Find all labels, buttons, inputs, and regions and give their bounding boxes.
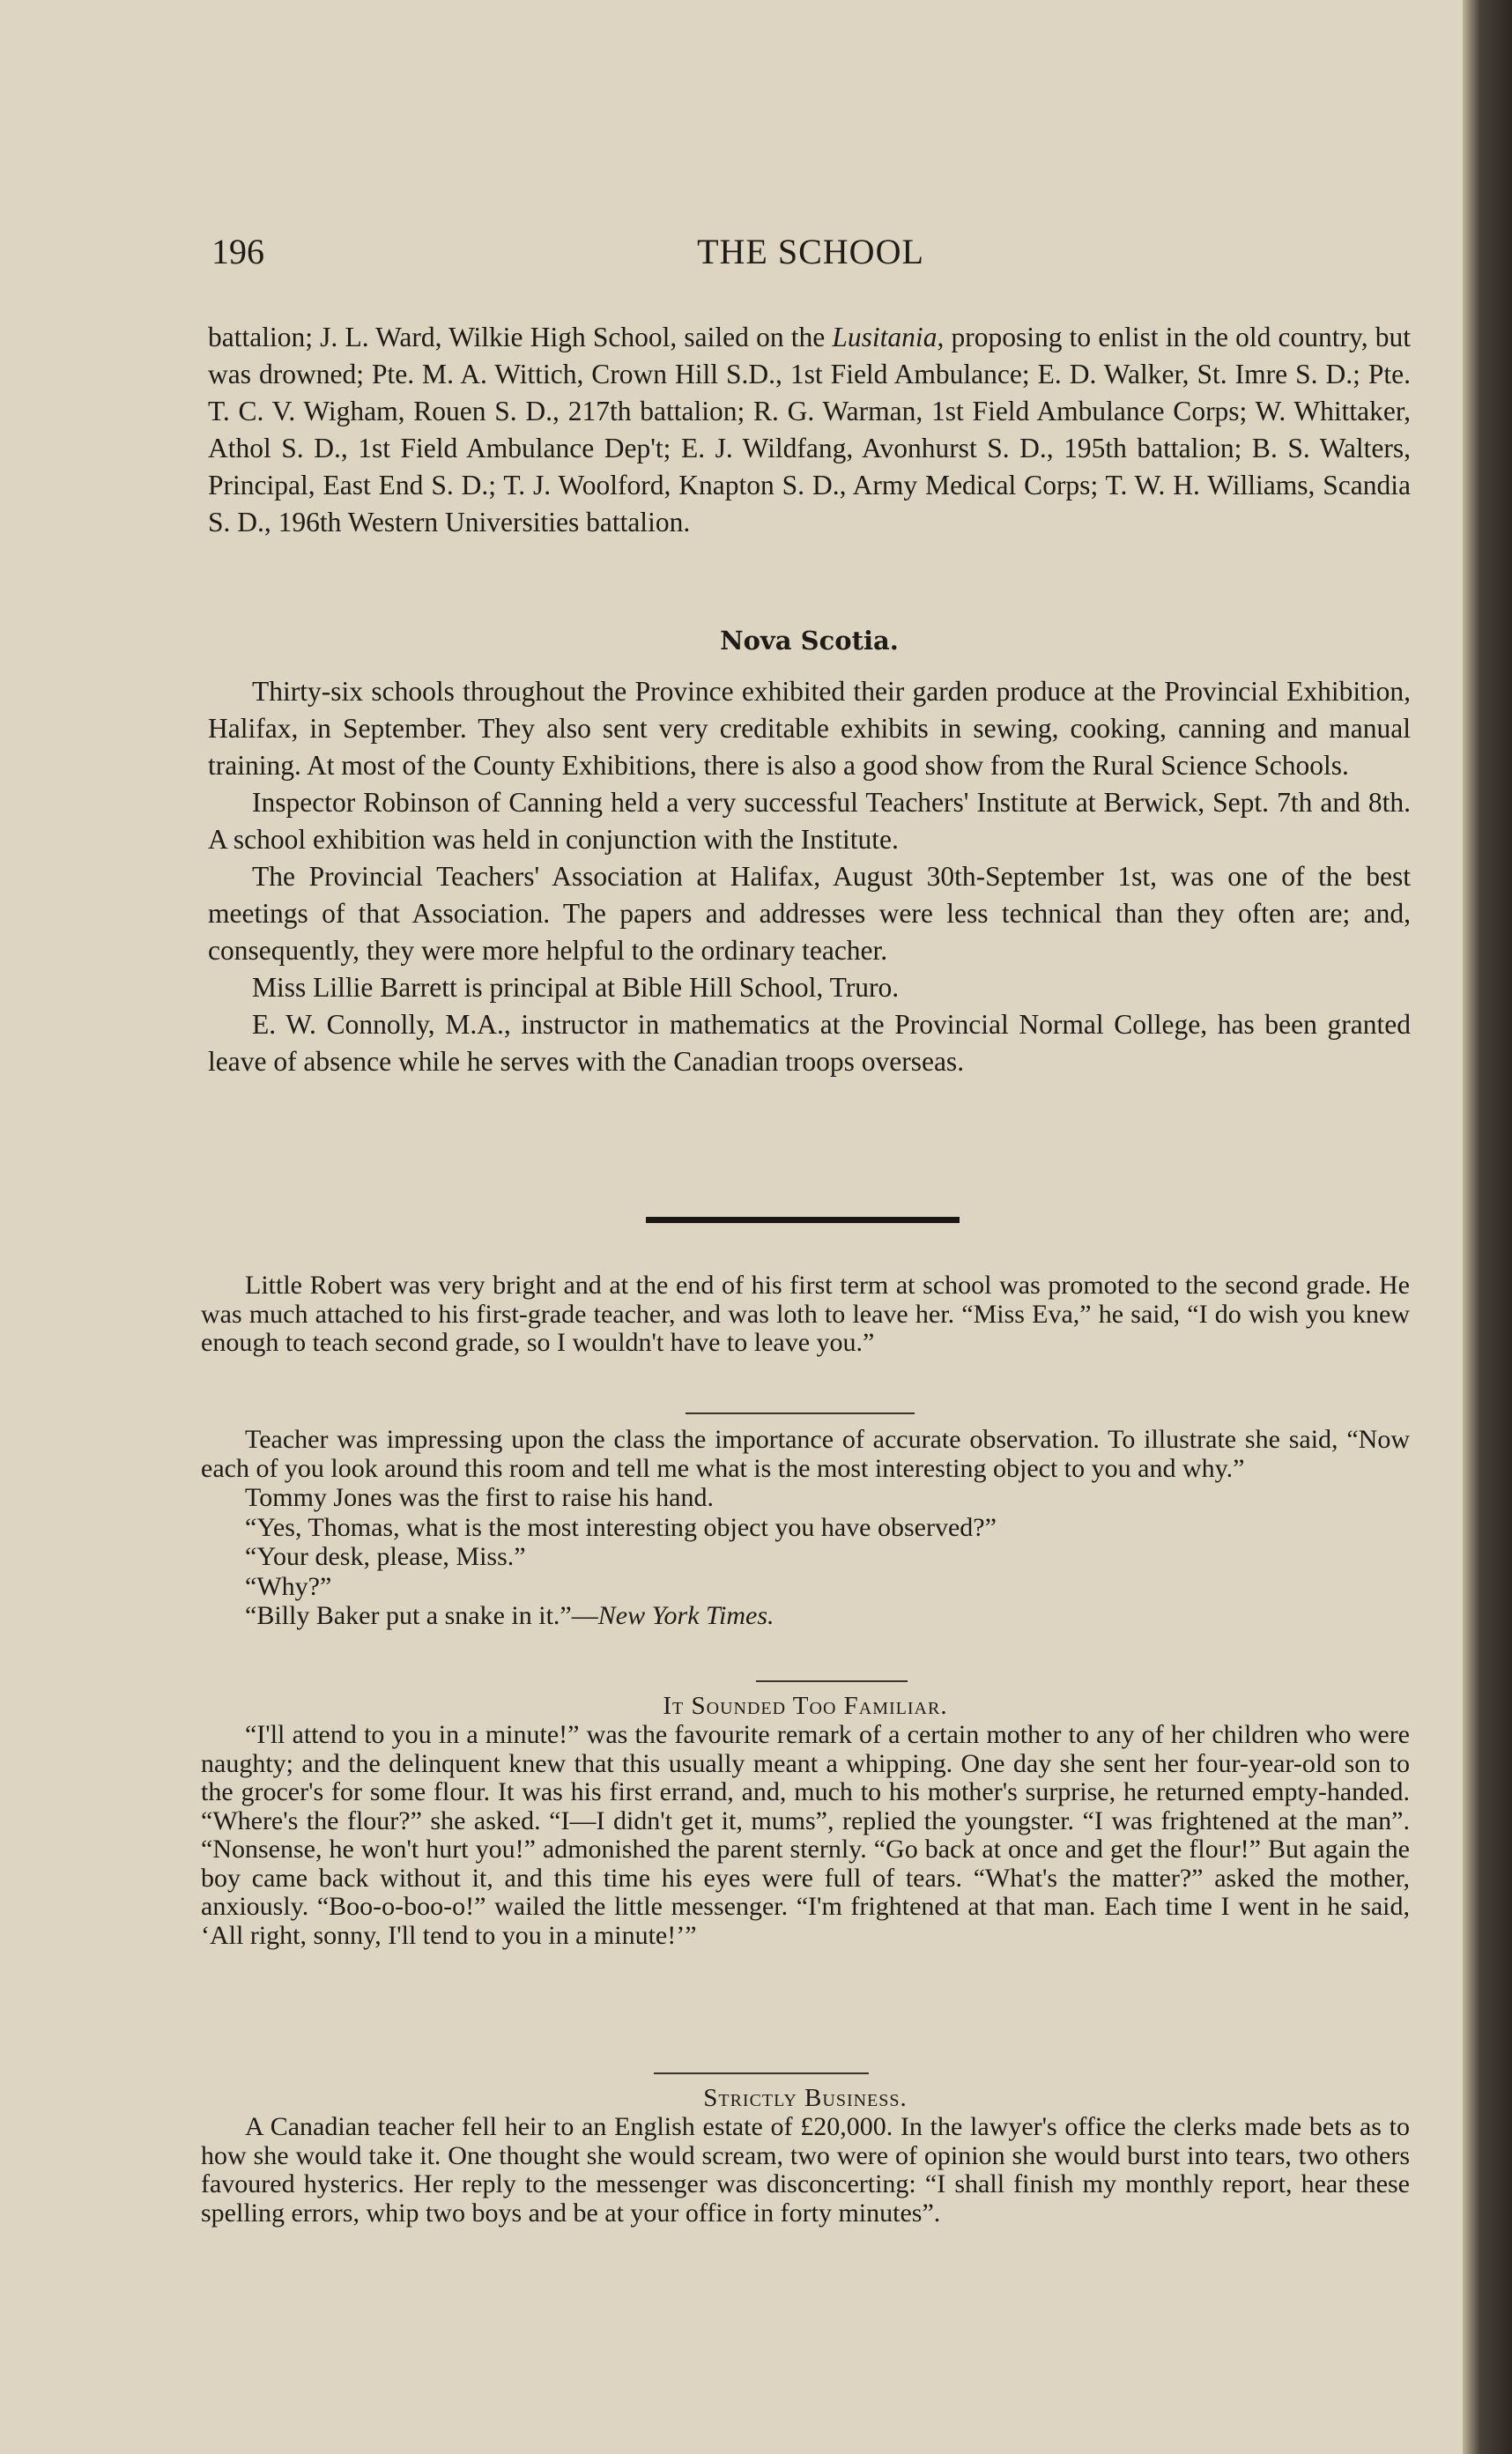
section-divider xyxy=(646,1217,960,1223)
dialogue-line: “Why?” xyxy=(245,1571,332,1601)
anecdote-little-robert xyxy=(201,1271,1410,1358)
anecdote-observation xyxy=(201,1426,1410,1631)
ns-paragraph: Thirty-six schools throughout the Province exhibited their garden produce at the Provincial Exhibition, Halifax, in September. They also sent very creditable exhibits in sewing, cooking, canning and manual training. At most of the County Exhibitions, there is also a good show from the Rural Science Schools. xyxy=(208,676,1411,781)
continuation-paragraph: battalion; J. L. Ward, Wilkie High School, sailed on the Lusitania, proposing to enlist in the old country, but was drowned; Pte. M. A. Wittich, Crown Hill S.D., 1st Field Ambulance; E. D. Walker, St. Imre S. D.; Pte. T. C. V. Wigham, Rouen S. D., 217th battalion; R. G. Warman, 1st Field Ambulance Corps; W. Whittaker, Athol S. D., 1st Field Ambulance Dep't; E. J. Wildfang, Avonhurst S. D., 195th battalion; B. S. Walters, Principal, East End S. D.; T. J. Woolford, Knapton S. D., Army Medical Corps; T. W. H. Williams, Scandia S. D., 196th Western Universities battalion. xyxy=(208,322,1411,538)
source-citation: New York Times. xyxy=(597,1601,775,1630)
dialogue-text: “Billy Baker put a snake in it.”— xyxy=(245,1601,598,1630)
book-spine-shadow xyxy=(1463,0,1512,2454)
continuation-block xyxy=(208,319,1411,541)
journal-title: THE SCHOOL xyxy=(697,232,924,271)
anecdote-divider xyxy=(654,2072,869,2074)
anecdote-divider xyxy=(756,1680,908,1682)
anecdote-divider xyxy=(686,1412,915,1414)
anecdote-text: “I'll attend to you in a minute!” was the favourite remark of a certain mother to any of her children who were naughty; and the delinquent knew that this usually meant a whipping. One day she sent her four-year-old son to the grocer's for some flour. It was his first errand, and, much to his mother's surprise, he returned empty-handed. “Where's the flour?” she asked. “I—I didn't get it, mums”, replied the youngster. “I was frightened at the man”. “Nonsense, he won't hurt you!” admonished the parent sternly. “Go back at once and get the flour!” But again the boy came back without it, and this time his eyes were full of tears. “What's the matter?” asked the mother, anxiously. “Boo-o-boo-o!” wailed the little messenger. “I'm frightened at that man. Each time I went in he said, ‘All right, sonny, I'll tend to you in a minute!’” xyxy=(201,1720,1410,1950)
section-heading: Nova Scotia. xyxy=(720,626,899,656)
anecdote-title: It Sounded Too Familiar. xyxy=(663,1692,948,1720)
dialogue-line: “Your desk, please, Miss.” xyxy=(245,1542,526,1571)
ns-paragraph: Inspector Robinson of Canning held a very successful Teachers' Institute at Berwick, Sept. 7th and 8th. A school exhibition was held in conjunction with the Institute. xyxy=(208,787,1411,855)
anecdote-intro: Teacher was impressing upon the class the importance of accurate observation. To illustrate she said, “Now each of you look around this room and tell me what is the most interesting object to you and why.” xyxy=(201,1425,1410,1483)
dialogue-line: “Yes, Thomas, what is the most interesting object you have observed?” xyxy=(245,1512,997,1542)
ns-paragraph: Miss Lillie Barrett is principal at Bible Hill School, Truro. xyxy=(252,972,900,1003)
anecdote-too-familiar xyxy=(201,1692,1410,1950)
dialogue-line: Tommy Jones was the first to raise his hand. xyxy=(245,1483,714,1512)
ns-paragraph: E. W. Connolly, M.A., instructor in mathematics at the Provincial Normal College, has been granted leave of absence while he serves with the Canadian troops overseas. xyxy=(208,1009,1411,1077)
ship-name: Lusitania xyxy=(832,322,938,352)
page-number: 196 xyxy=(211,232,264,271)
ns-paragraph: The Provincial Teachers' Association at Halifax, August 30th-September 1st, was one of the best meetings of that Association. The papers and addresses were less technical than they often are; and, consequently, they were more helpful to the ordinary teacher. xyxy=(208,861,1411,966)
anecdote-text: Little Robert was very bright and at the end of his first term at school was promoted to the second grade. He was much attached to his first-grade teacher, and was loth to leave her. “Miss Eva,” he said, “I do wish you knew enough to teach second grade, so I wouldn't have to leave you.” xyxy=(201,1271,1410,1357)
anecdote-strictly-business xyxy=(201,2084,1410,2228)
nova-scotia-section xyxy=(208,626,1411,1080)
dialogue-line-final xyxy=(201,1601,1410,1631)
anecdote-title: Strictly Business. xyxy=(703,2084,908,2112)
running-head xyxy=(211,231,1410,275)
anecdote-text: A Canadian teacher fell heir to an English estate of £20,000. In the lawyer's office the clerks made bets as to how she would take it. One thought she would scream, two were of opinion she would burst into tears, two others favoured hysterics. Her reply to the messenger was disconcerting: “I shall finish my monthly report, hear these spelling errors, whip two boys and be at your office in forty minutes”. xyxy=(201,2112,1410,2228)
